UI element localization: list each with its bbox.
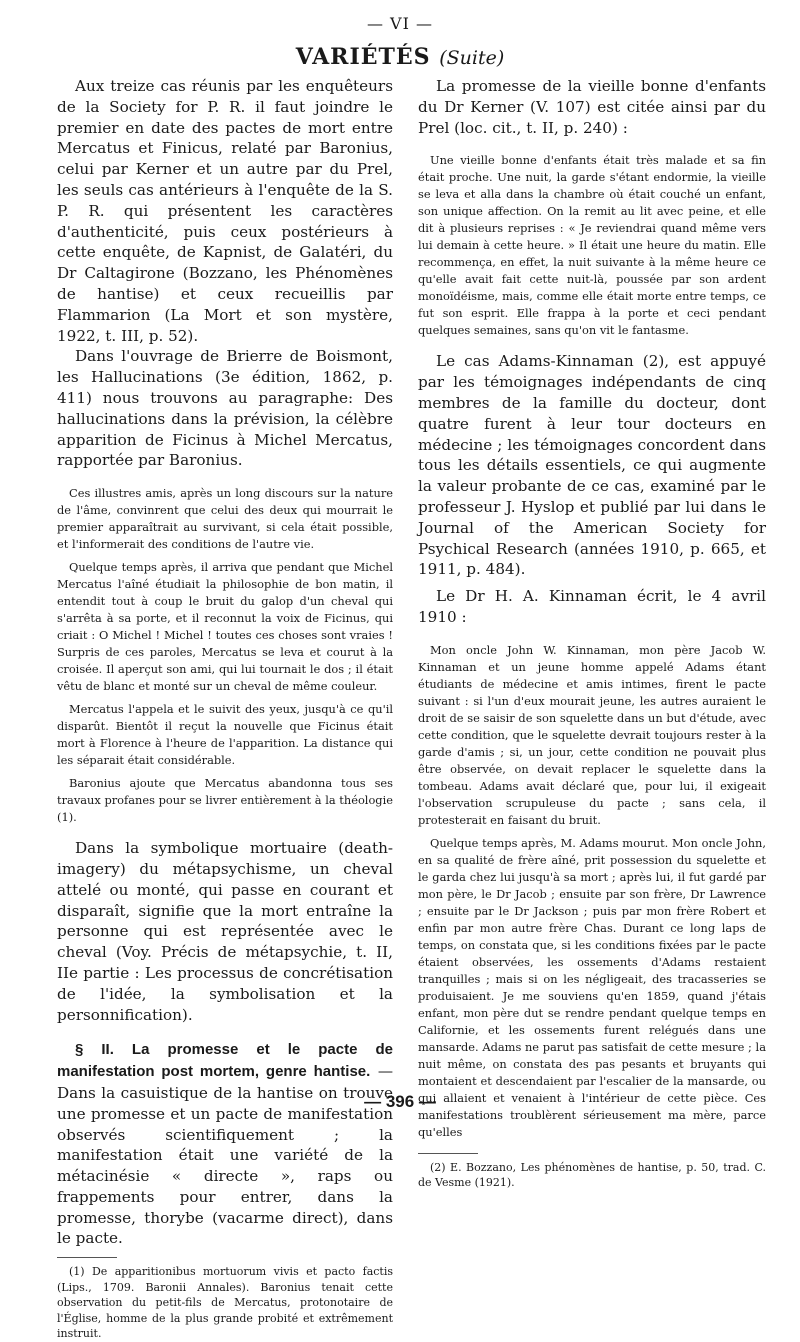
left-section-paragraph — [57, 1039, 393, 1249]
page-title-text: VARIÉTÉS — [295, 44, 431, 70]
right-footnote-divider — [418, 1153, 478, 1154]
left-column — [57, 76, 393, 1342]
left-paragraph-2: Dans l'ouvrage de Brierre de Boismont, les Hallucinations (3e édition, 1862, p. 411) nous trouvons au paragraphe: Des hallucinations dans la prévision, la célèbre apparition de Ficinus à Michel Mercatus, rapportée par Baronius. — [57, 347, 393, 470]
right-paragraph-1: La promesse de la vieille bonne d'enfants du Dr Kerner (V. 107) est citée ainsi par du Prel (loc. cit., t. II, p. 240) : — [418, 77, 766, 137]
left-paragraph-3: Dans la symbolique mortuaire (death-imagery) du métapsychisme, un cheval attelé ou monté, qui passe en courant et disparaît, signifie que la mort entraîne la personne qui est représentée avec le cheval (Voy. Précis de métapsychie, t. II, IIe partie : Les processus de concrétisation de l'idée, la symbolisation et la personnification). — [57, 839, 393, 1024]
right-quote-paragraph-2: Mon oncle John W. Kinnaman, mon père Jacob W. Kinnaman et un jeune homme appelé Adams étant étudiants de médecine et amis intimes, firent le pacte suivant : si l'un d'eux mourait jeune, les autres auraient le droit de se saisir de son squelette dans un but d'étude, avec cette condition, que le squelette devrait toujours rester à la garde d'amis ; si, un jour, cette condition ne pouvait plus être observée, on devait replacer le squelette dans la tombeau. Adams avait déclaré que, pour lui, il exigeait l'observation scrupuleuse du pacte ; sans cela, il protesterait en faisant du bruit. — [418, 642, 766, 827]
page-title — [0, 44, 800, 70]
left-quote-paragraph-3: Mercatus l'appela et le suivit des yeux, jusqu'à ce qu'il disparût. Bientôt il reçut la nouvelle que Ficinus était mort à Florence à l'heure de l'apparition. La distance qui les séparait était considérable. — [57, 702, 393, 768]
right-quote-block-1 — [418, 152, 766, 339]
right-quote-paragraph-1: Une vieille bonne d'enfants était très malade et sa fin était proche. Une nuit, la garde s'étant endormie, la vieille se leva et alla dans la chambre où était couché un enfant, son unique affection. On la remit au lit avec peine, et elle dit à plusieurs reprises : « Je reviendrai quand même vers lui demain à cette heure. » Il était une heure du matin. Elle recommença, en effet, la nuit suivante à la même heure ce qu'elle avait fait cette nuit-là, poussée par son ardent monoïdéisme, mais, comme elle était morte entre temps, ce fut son esprit. Elle frappa à la porte et ceci pendant quelques semaines, sans qu'on vit le fantasme. — [418, 153, 766, 338]
left-quote-paragraph-1: Ces illustres amis, après un long discours sur la nature de l'âme, convinrent que celui des deux qui mourrait le premier apparaîtrait au survivant, si cela était possible, et l'informerait des conditions de l'autre vie. — [57, 486, 393, 552]
left-quote-block — [57, 485, 393, 826]
left-quote-paragraph-4: Baronius ajoute que Mercatus abandonna tous ses travaux profanes pour se livrer entièrement à la théologie (1). — [57, 776, 393, 825]
right-paragraph-3: Le Dr H. A. Kinnaman écrit, le 4 avril 1910 : — [418, 587, 766, 626]
page-title-suffix: (Suite) — [439, 47, 505, 69]
page-number: — 396 — — [364, 1092, 436, 1111]
left-footnote-divider — [57, 1257, 117, 1258]
right-paragraph-2: Le cas Adams-Kinnaman (2), est appuyé par les témoignages indépendants de cinq membres de la famille du docteur, dont quatre furent à leur tour docteurs en médecine ; les témoignages concordent dans tous les détails essentiels, ce qui augmente la valeur probante de ce cas, examiné par le professeur J. Hyslop et publié par lui dans le Journal of the American Society for Psychical Research (années 1910, p. 665, et 1911, p. 484). — [418, 352, 766, 579]
right-quote-block-2 — [418, 642, 766, 1141]
left-quote-paragraph-2: Quelque temps après, il arriva que pendant que Michel Mercatus l'aîné étudiait la philosophie de bon matin, il entendit tout à coup le bruit du galop d'un cheval qui s'arrêta à sa porte, et il reconnut la voix de Ficinus, qui criait : O Michel ! Michel ! toutes ces choses sont vraies ! Surpris de ces paroles, Mercatus se leva et courut à la croisée. Il aperçut son ami, qui lui tournait le dos ; il était vêtu de blanc et monté sur un cheval de même couleur. — [57, 560, 393, 694]
footnote-2: (2) E. Bozzano, Les phénomènes de hantise, p. 50, trad. C. de Vesme (1921). — [418, 1160, 766, 1190]
right-quote-paragraph-3: Quelque temps après, M. Adams mourut. Mon oncle John, en sa qualité de frère aîné, prit possession du squelette et le garda chez lui jusqu'à sa mort ; après lui, il fut gardé par mon père, le Dr Jacob ; ensuite par son frère, Dr Lawrence ; ensuite par le Dr Jackson ; puis par mon frère Robert et enfin par mon autre frère Chas. Durant ce long laps de temps, on constata que, si les conditions fixées par le pacte étaient observées, les ossements d'Adams restaient tranquilles ; mais si on les négligeait, des tracasseries se produisaient. Je me souviens qu'en 1859, quand j'étais enfant, mon père dut se rendre pendant quelque temps en Californie, et les ossements furent relégués dans une mansarde. Adams ne parut pas satisfait de cette mesure ; la nuit même, on constata des pas pesants et bruyants qui montaient et descendaient par l'escalier de la mansarde, ou qui allaient et venaient à l'intérieur de cette pièce. Ces manifestations troublèrent sérieusement ma mère, parce qu'elles — [418, 835, 766, 1139]
left-paragraph-1: Aux treize cas réunis par les enquêteurs de la Society for P. R. il faut joindre le premier en date des pactes de mort entre Mercatus et Finicus, relaté par Baronius, celui par Kerner et un autre par du Prel, les seuls cas antérieurs à l'enquête de la S. P. R. qui présentent les caractères d'authenticité, puis ceux postérieurs à cette enquête, de Kapnist, de Galatéri, du Dr Caltagirone (Bozzano, les Phénomènes de hantise) et ceux recueillis par Flammarion (La Mort et son mystère, 1922, t. III, p. 52). — [57, 77, 393, 345]
footnote-1: (1) De apparitionibus mortuorum vivis et pacto factis (Lips., 1709. Baronii Annales). Baronius tenait cette observation du petit-fils de Mercatus, protonotaire de l'Église, homme de la plus grande probité et extrêmement instruit. — [57, 1265, 393, 1341]
right-column — [418, 76, 766, 1191]
section-heading: § II. La promesse et le pacte de manifestation post mortem, genre hantise. — [57, 1041, 393, 1081]
page-header-roman-numeral: — VI — — [366, 14, 434, 33]
left-paragraph-4: — Dans la casuistique de la hantise on trouve une promesse et un pacte de manifestation observés scientifiquement ; la manifestation était une variété de la métacinésie « directe », raps ou frappements pour entrer, dans la promesse, thorybe (vacarme direct), dans le pacte. — [57, 1062, 393, 1248]
